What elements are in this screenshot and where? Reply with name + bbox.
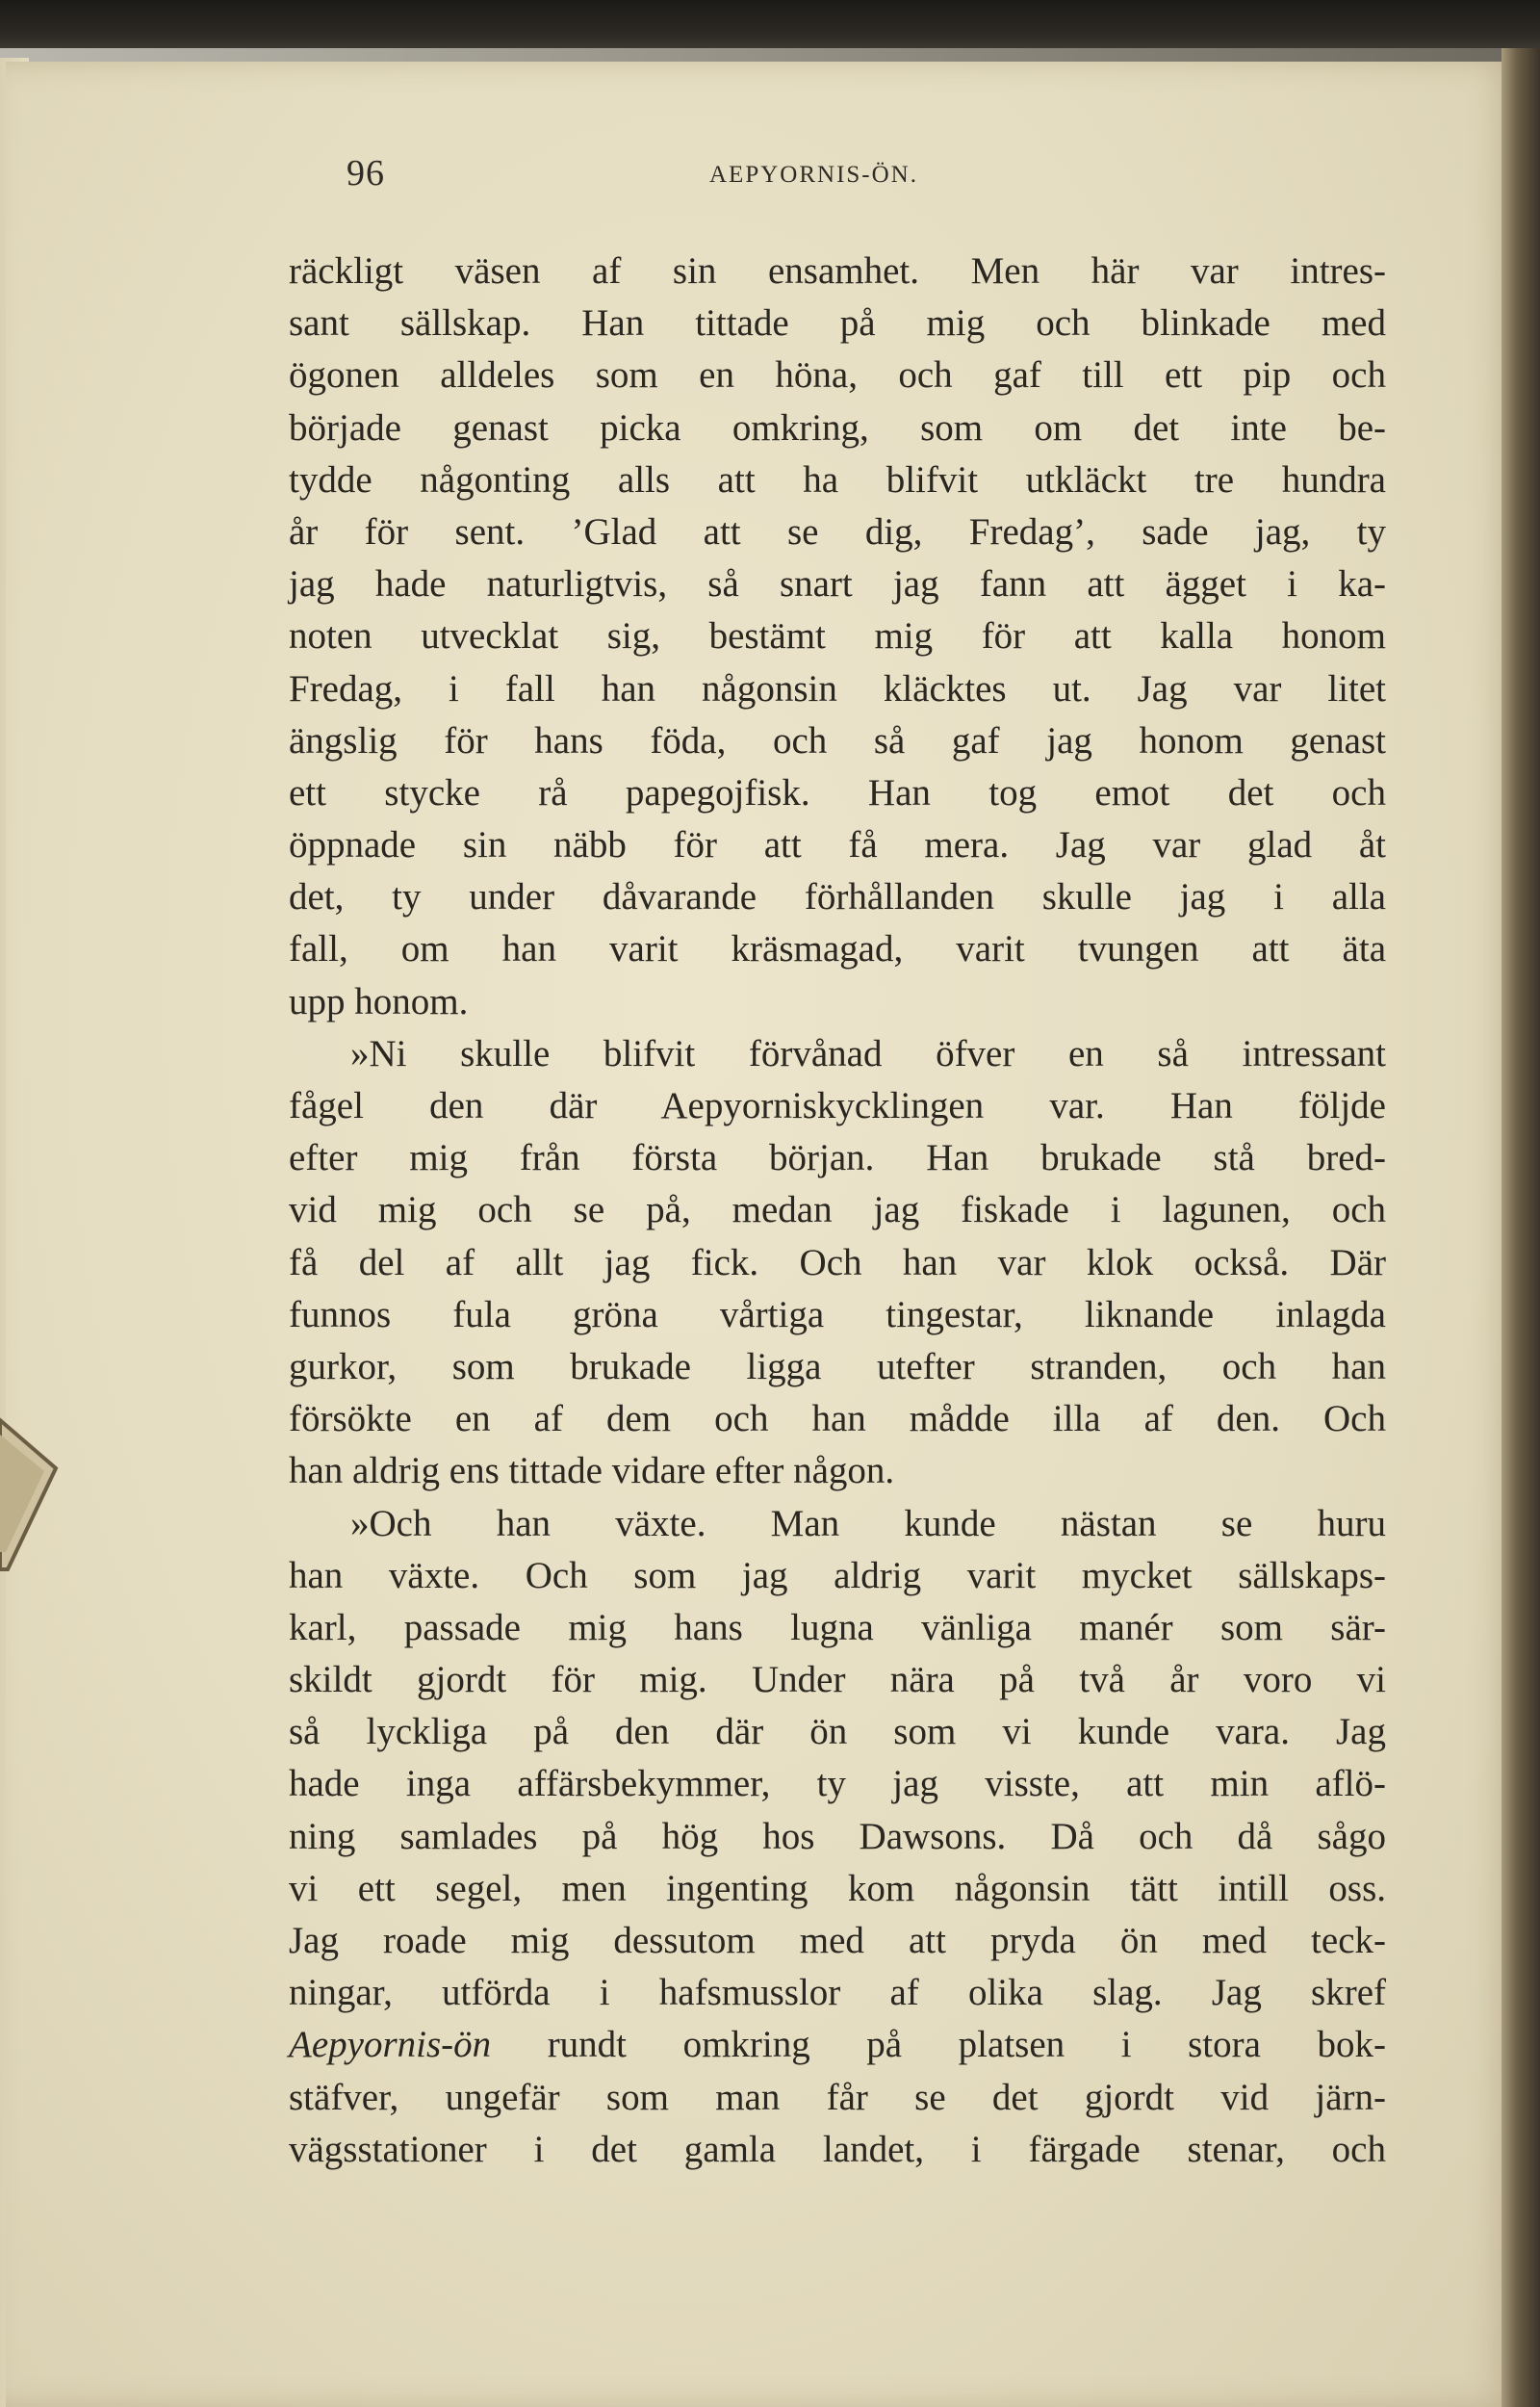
text-line: noten utvecklat sig, bestämt mig för att kalla honom <box>289 615 1386 658</box>
text-line-rest: rundt omkring på platsen i stora bok- <box>491 2024 1386 2066</box>
page-header <box>289 144 1396 202</box>
text-line: fågel den där Aepyorniskycklingen var. Han följde <box>289 1085 1386 1126</box>
text-line: började genast picka omkring, som om det inte be- <box>289 406 1386 449</box>
text-line: skildt gjordt för mig. Under nära på två år voro vi <box>289 1659 1386 1701</box>
text-line: ögonen alldeles som en höna, och gaf till ett pip och <box>289 354 1386 397</box>
text-line: ett stycke rå papegojfisk. Han tog emot det och <box>289 771 1386 814</box>
text-line: Fredag, i fall han någonsin kläcktes ut. Jag var litet <box>289 667 1386 710</box>
italic-title: Aepyornis-ön <box>289 2024 492 2066</box>
text-line: hade inga affärsbekymmer, ty jag visste, att min aflö- <box>289 1763 1386 1805</box>
text-line <box>289 2019 1386 2071</box>
page-edge-right <box>1502 48 1540 2407</box>
text-line: ängslig för hans föda, och så gaf jag honom genast <box>289 719 1386 762</box>
running-title: AEPYORNIS-ÖN. <box>709 162 918 188</box>
text-line: han aldrig ens tittade vidare efter någon. <box>289 1450 895 1492</box>
page-number: 96 <box>346 153 385 194</box>
text-line: efter mig från första början. Han brukade stå bred- <box>289 1137 1386 1179</box>
text-line: vi ett segel, men ingenting kom någonsin tätt intill oss. <box>289 1867 1386 1909</box>
text-line: vid mig och se på, medan jag fiskade i lagunen, och <box>289 1189 1386 1231</box>
text-line: fall, om han varit kräsmagad, varit tvungen att äta <box>289 928 1386 971</box>
text-line: det, ty under dåvarande förhållanden skulle jag i alla <box>289 876 1386 919</box>
text-line: han växte. Och som jag aldrig varit mycket sällskaps- <box>289 1554 1386 1596</box>
text-line: ning samlades på hög hos Dawsons. Då och då sågo <box>289 1815 1386 1857</box>
body-text <box>289 246 1386 2176</box>
text-line: öppnade sin näbb för att få mera. Jag var glad åt <box>289 824 1386 867</box>
text-line: stäfver, ungefär som man får se det gjordt vid järn- <box>289 2076 1386 2118</box>
text-line: funnos fula gröna vårtiga tingestar, liknande inlagda <box>289 1293 1386 1335</box>
text-line: tydde någonting alls att ha blifvit utkläckt tre hundra <box>289 458 1386 501</box>
text-line: sant sällskap. Han tittade på mig och blinkade med <box>289 302 1386 345</box>
text-line: »Ni skulle blifvit förvånad öfver en så intressant <box>350 1032 1386 1074</box>
text-line: försökte en af dem och han mådde illa af den. Och <box>289 1398 1386 1440</box>
text-line: ningar, utförda i hafsmusslor af olika slag. Jag skref <box>289 1972 1386 2014</box>
text-line: år för sent. ’Glad att se dig, Fredag’, sade jag, ty <box>289 510 1386 553</box>
text-line: upp honom. <box>289 980 469 1022</box>
text-line: jag hade naturligtvis, så snart jag fann att ägget i ka- <box>289 563 1386 606</box>
text-line: räckligt väsen af sin ensamhet. Men här var intres- <box>289 250 1386 292</box>
text-line: så lyckliga på den där ön som vi kunde vara. Jag <box>289 1711 1386 1753</box>
text-line: karl, passade mig hans lugna vänliga manér som sär- <box>289 1606 1386 1648</box>
text-line: »Och han växte. Man kunde nästan se huru <box>350 1502 1386 1544</box>
text-line: vägsstationer i det gamla landet, i färgade stenar, och <box>289 2128 1386 2170</box>
text-line: gurkor, som brukade ligga utefter stranden, och han <box>289 1345 1386 1387</box>
text-line: få del af allt jag fick. Och han var klok också. Där <box>289 1241 1386 1283</box>
page-tab-marker <box>0 1386 71 1579</box>
text-line: Jag roade mig dessutom med att pryda ön med teck- <box>289 1920 1386 1961</box>
